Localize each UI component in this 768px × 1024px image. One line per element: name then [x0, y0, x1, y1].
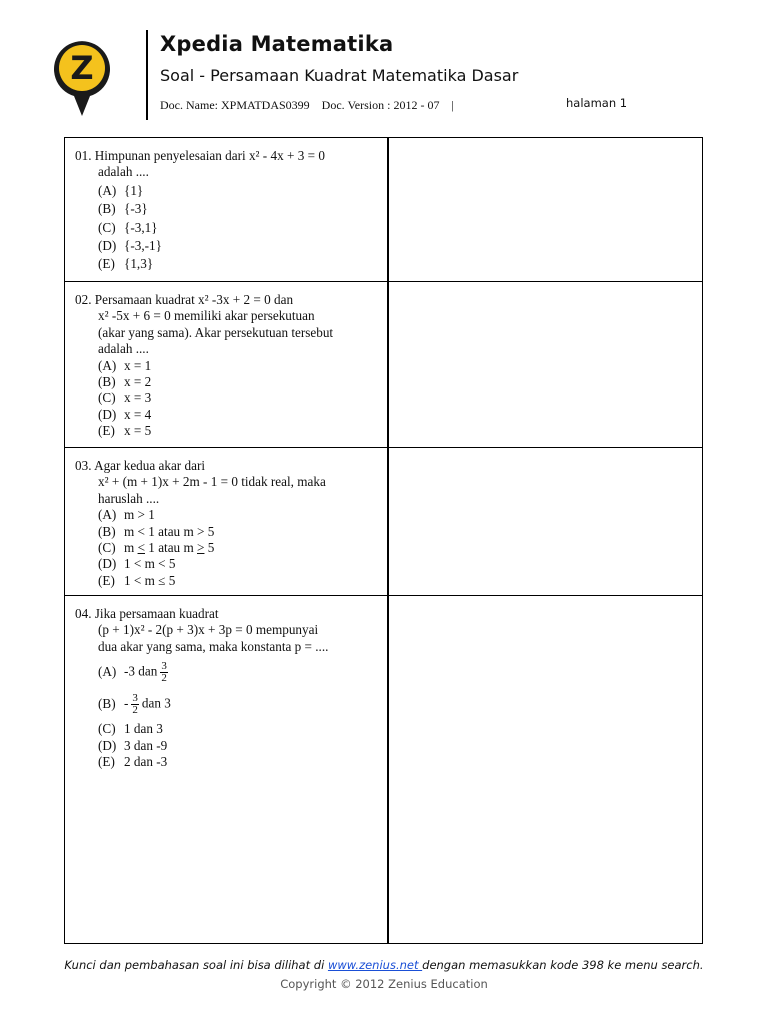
question-text: Agar kedua akar dari [94, 458, 205, 473]
zenius-logo [52, 30, 112, 120]
option-e: (E) {1,3} [98, 256, 154, 272]
option-a: (A) m > 1 [98, 507, 155, 523]
question-text: adalah .... [98, 341, 149, 357]
fraction: $\frac{3}{2}$ [132, 692, 138, 717]
question-text: dua akar yang sama, maka konstanta p = .... [98, 638, 329, 654]
option-a: (A) -3 dan $\frac{3}{2}$ [98, 660, 167, 685]
option-d: (D) x = 4 [98, 406, 152, 422]
option-a: (A) {1} [98, 182, 144, 198]
option-a: (A) x = 1 [98, 357, 152, 373]
question-text: haruslah .... [98, 490, 160, 506]
fraction: $\frac{3}{2}$ [161, 660, 167, 685]
question-3 [75, 458, 375, 589]
option-c: (C) {-3,1} [98, 219, 158, 235]
question-row-1 [65, 138, 702, 282]
question-row-3 [65, 448, 702, 596]
question-number: 02. [75, 292, 92, 307]
option-c: (C) m < 1 atau m > 5 [98, 540, 215, 556]
option-e: (E) 1 < m ≤ 5 [98, 572, 176, 588]
doc-separator: | [451, 98, 454, 112]
option-b: (B) m < 1 atau m > 5 [98, 523, 215, 539]
question-text: (akar yang sama). Akar persekutuan tersebut [98, 324, 334, 340]
question-text: Jika persamaan kuadrat [94, 606, 219, 621]
question-table [64, 137, 703, 944]
question-text: Persamaan kuadrat x² -3x + 2 = 0 dan [94, 292, 294, 307]
question-text: (p + 1)x² - 2(p + 3)x + 3p = 0 mempunyai [98, 622, 319, 638]
question-text: x² + (m + 1)x + 2m - 1 = 0 tidak real, maka [98, 474, 326, 490]
doc-name: Doc. Name: XPMATDAS0399 [160, 98, 310, 112]
logo-letter: Z [70, 49, 94, 87]
question-text: x² -5x + 6 = 0 memiliki akar persekutuan [98, 308, 315, 324]
question-4 [75, 606, 375, 770]
header-divider [146, 30, 148, 120]
question-row-4 [65, 596, 702, 943]
doc-version: Doc. Version : 2012 - 07 [321, 98, 440, 112]
page-number: halaman 1 [566, 96, 628, 110]
question-number: 03. [75, 458, 92, 473]
footer-note: Kunci dan pembahasan soal ini bisa dilihat di www.zenius.net dengan memasukkan kode 398 ke menu search. [64, 958, 704, 972]
question-text: Himpunan penyelesaian dari x² - 4x + 3 = 0 [94, 148, 325, 163]
question-number: 04. [75, 606, 92, 621]
option-d: (D) 3 dan -9 [98, 737, 168, 753]
option-c: (C) x = 3 [98, 390, 152, 406]
option-d: (D) {-3,-1} [98, 238, 162, 254]
brand-title: Xpedia Matematika [160, 32, 394, 56]
zenius-link[interactable]: www.zenius.net [327, 958, 423, 972]
copyright: Copyright © 2012 Zenius Education [280, 977, 488, 991]
option-b: (B) x = 2 [98, 374, 152, 390]
question-number: 01. [75, 148, 92, 163]
question-1 [75, 148, 375, 273]
question-row-2 [65, 282, 702, 448]
option-b: (B) {-3} [98, 201, 148, 217]
doc-info [160, 98, 466, 113]
option-e: (E) x = 5 [98, 423, 152, 439]
page-subtitle: Soal - Persamaan Kuadrat Matematika Dasar [160, 66, 519, 85]
question-2 [75, 292, 375, 440]
question-text: adalah .... [98, 164, 149, 180]
option-e: (E) 2 dan -3 [98, 754, 168, 770]
option-d: (D) 1 < m < 5 [98, 556, 176, 572]
option-c: (C) 1 dan 3 [98, 721, 163, 737]
option-b: (B) - $\frac{3}{2}$ dan 3 [98, 692, 171, 717]
